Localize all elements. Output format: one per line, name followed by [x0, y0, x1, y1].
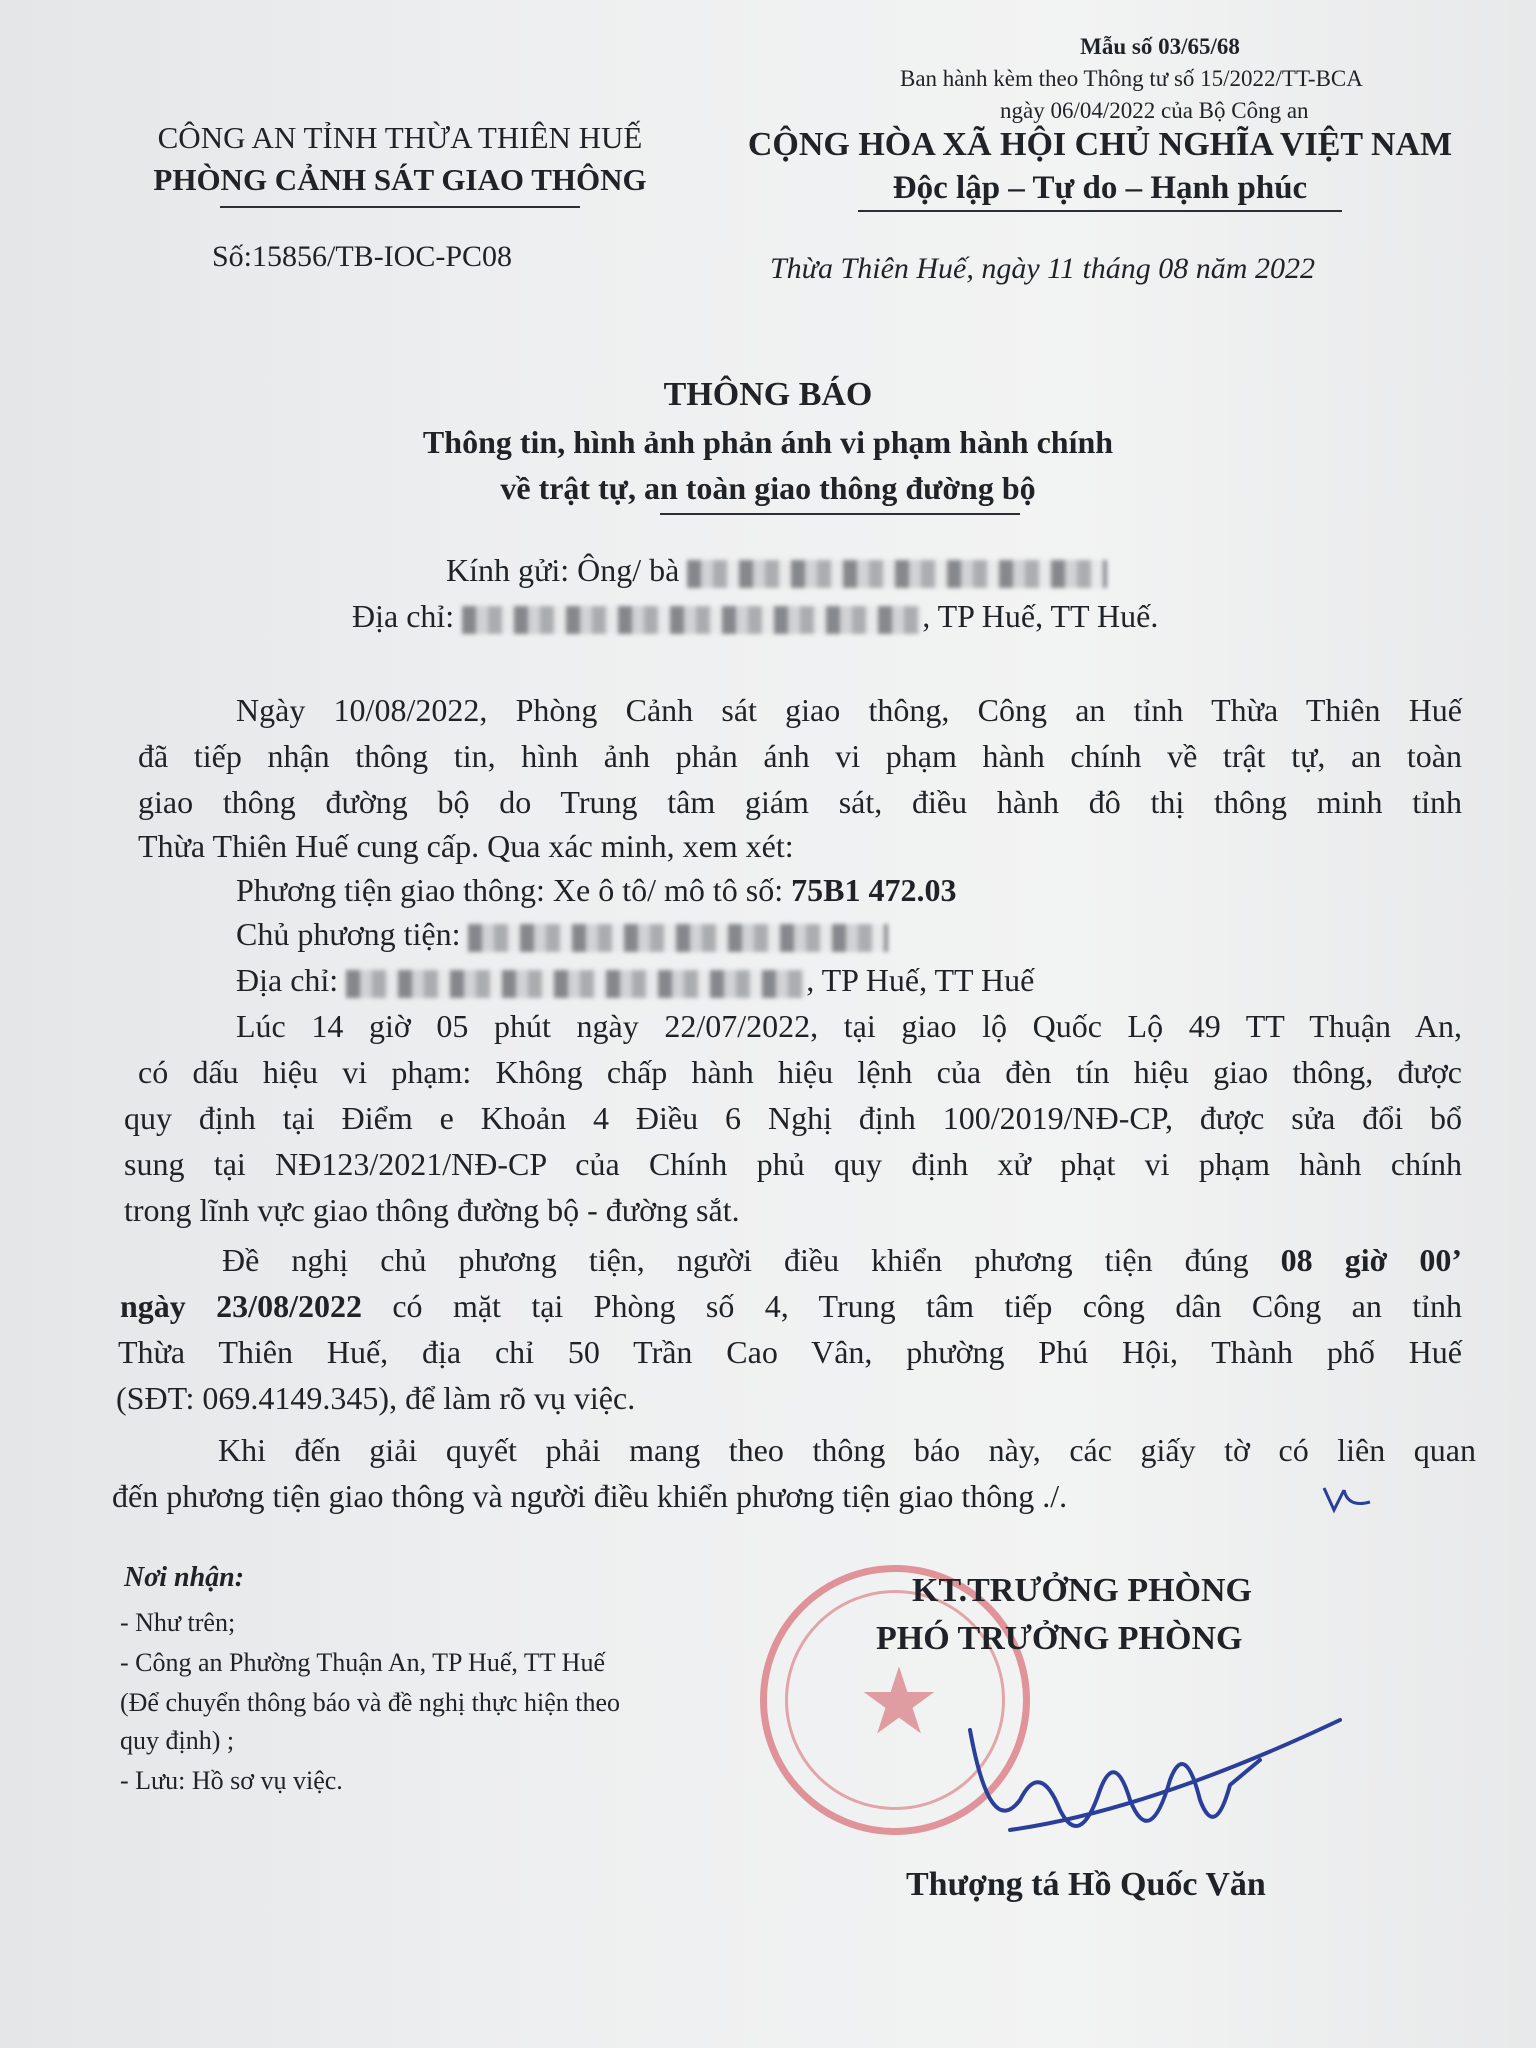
- redacted-owner-address: [346, 970, 806, 998]
- paragraph-2-line-1: Lúc 14 giờ 05 phút ngày 22/07/2022, tại giao lộ Quốc Lộ 49 TT Thuận An,: [236, 1008, 1462, 1044]
- paragraph-2-line-4: sung tại NĐ123/2021/NĐ-CP của Chính phủ quy định xử phạt vi phạm hành chính: [124, 1146, 1462, 1182]
- paragraph-3-line-1-text: Đề nghị chủ phương tiện, người điều khiển phương tiện đúng: [222, 1242, 1281, 1278]
- appointment-date: ngày 23/08/2022: [120, 1288, 362, 1324]
- vehicle-label: Phương tiện giao thông: Xe ô tô/ mô tô số:: [236, 872, 792, 908]
- document-number: Số:15856/TB-IOC-PC08: [212, 240, 513, 273]
- paragraph-1-line-3: giao thông đường bộ do Trung tâm giám sát, điều hành đô thị thông minh tỉnh: [138, 784, 1462, 820]
- owner-label: Chủ phương tiện:: [236, 916, 461, 952]
- paragraph-2-line-5: trong lĩnh vực giao thông đường bộ - đường sắt.: [124, 1192, 740, 1228]
- vehicle-line: [236, 872, 956, 909]
- star-icon: ★: [857, 1648, 941, 1755]
- recipients-item-5: - Lưu: Hồ sơ vụ việc.: [120, 1766, 343, 1795]
- recipient-line: [446, 552, 1107, 589]
- recipients-item-2: - Công an Phường Thuận An, TP Huế, TT Huế: [120, 1648, 605, 1677]
- document-subtitle-line2: về trật tự, an toàn giao thông đường bộ: [500, 470, 1036, 506]
- recipient-address-line: [352, 598, 1158, 635]
- republic-name: CỘNG HÒA XÃ HỘI CHỦ NGHĨA VIỆT NAM: [747, 126, 1453, 163]
- signer-role-1: KT.TRƯỞNG PHÒNG: [912, 1572, 1252, 1609]
- national-motto: Độc lập – Tự do – Hạnh phúc: [892, 170, 1308, 206]
- recipients-heading: Nơi nhận:: [124, 1562, 245, 1593]
- recipients-item-1: - Như trên;: [120, 1608, 236, 1637]
- paragraph-1-line-1: Ngày 10/08/2022, Phòng Cảnh sát giao thông, Công an tỉnh Thừa Thiên Huế: [236, 692, 1462, 728]
- owner-address-line: [236, 962, 1034, 999]
- appointment-time: 08 giờ 00’: [1280, 1242, 1463, 1278]
- recipient-label: Kính gửi: Ông/ bà: [446, 552, 680, 588]
- paragraph-3-line-2: [120, 1288, 1462, 1325]
- vehicle-plate: 75B1 472.03: [791, 872, 957, 908]
- owner-line: [236, 916, 888, 953]
- title-underline: [660, 513, 1020, 515]
- signer-name: Thượng tá Hồ Quốc Văn: [906, 1866, 1266, 1903]
- recipient-address-tail: , TP Huế, TT Huế.: [922, 598, 1159, 634]
- handwritten-mark-icon: [1318, 1478, 1378, 1518]
- recipient-address-label: Địa chỉ:: [352, 598, 455, 634]
- agency-underline: [220, 206, 580, 208]
- redacted-recipient-address: [462, 606, 922, 634]
- paragraph-4-line-1: Khi đến giải quyết phải mang theo thông báo này, các giấy tờ có liên quan: [218, 1432, 1476, 1468]
- motto-underline: [858, 210, 1342, 212]
- recipients-item-3: (Để chuyển thông báo và đề nghị thực hiện theo: [120, 1688, 621, 1717]
- redacted-owner-name: [468, 924, 888, 952]
- paragraph-3-line-4: (SĐT: 069.4149.345), để làm rõ vụ việc.: [116, 1380, 636, 1416]
- circular-reference-line1: Ban hành kèm theo Thông tư số 15/2022/TT-BCA: [900, 66, 1363, 91]
- paragraph-3-line-1: [222, 1242, 1462, 1279]
- place-date: Thừa Thiên Huế, ngày 11 tháng 08 năm 2022: [770, 252, 1315, 285]
- redacted-recipient-name: [687, 560, 1107, 588]
- document-title: THÔNG BÁO: [663, 376, 873, 413]
- paragraph-2-line-2: có dấu hiệu vi phạm: Không chấp hành hiệu lệnh của đèn tín hiệu giao thông, được: [138, 1054, 1462, 1090]
- signer-role-2: PHÓ TRƯỞNG PHÒNG: [876, 1620, 1243, 1657]
- agency-department: PHÒNG CẢNH SÁT GIAO THÔNG: [153, 162, 647, 197]
- owner-address-label: Địa chỉ:: [236, 962, 339, 998]
- paragraph-1-line-4: Thừa Thiên Huế cung cấp. Qua xác minh, xem xét:: [138, 828, 794, 864]
- paragraph-1-line-2: đã tiếp nhận thông tin, hình ảnh phản ánh vi phạm hành chính về trật tự, an toàn: [138, 738, 1462, 774]
- document-subtitle-line1: Thông tin, hình ảnh phản ánh vi phạm hành chính: [422, 424, 1114, 460]
- signature-icon: [950, 1690, 1350, 1860]
- paragraph-3-line-3: Thừa Thiên Huế, địa chỉ 50 Trần Cao Vân, phường Phú Hội, Thành phố Huế: [118, 1334, 1462, 1370]
- paragraph-3-line-2-text: có mặt tại Phòng số 4, Trung tâm tiếp công dân Công an tỉnh: [361, 1288, 1463, 1324]
- paragraph-2-line-3: quy định tại Điểm e Khoản 4 Điều 6 Nghị định 100/2019/NĐ-CP, được sửa đổi bổ: [124, 1100, 1462, 1136]
- form-code: Mẫu số 03/65/68: [1080, 34, 1240, 59]
- agency-name: CÔNG AN TỈNH THỪA THIÊN HUẾ: [157, 120, 643, 155]
- recipients-item-4: quy định) ;: [120, 1726, 235, 1755]
- circular-reference-line2: ngày 06/04/2022 của Bộ Công an: [1000, 98, 1309, 123]
- paragraph-4-line-2: đến phương tiện giao thông và người điều khiển phương tiện giao thông ./.: [112, 1478, 1068, 1514]
- owner-address-tail: , TP Huế, TT Huế: [806, 962, 1035, 998]
